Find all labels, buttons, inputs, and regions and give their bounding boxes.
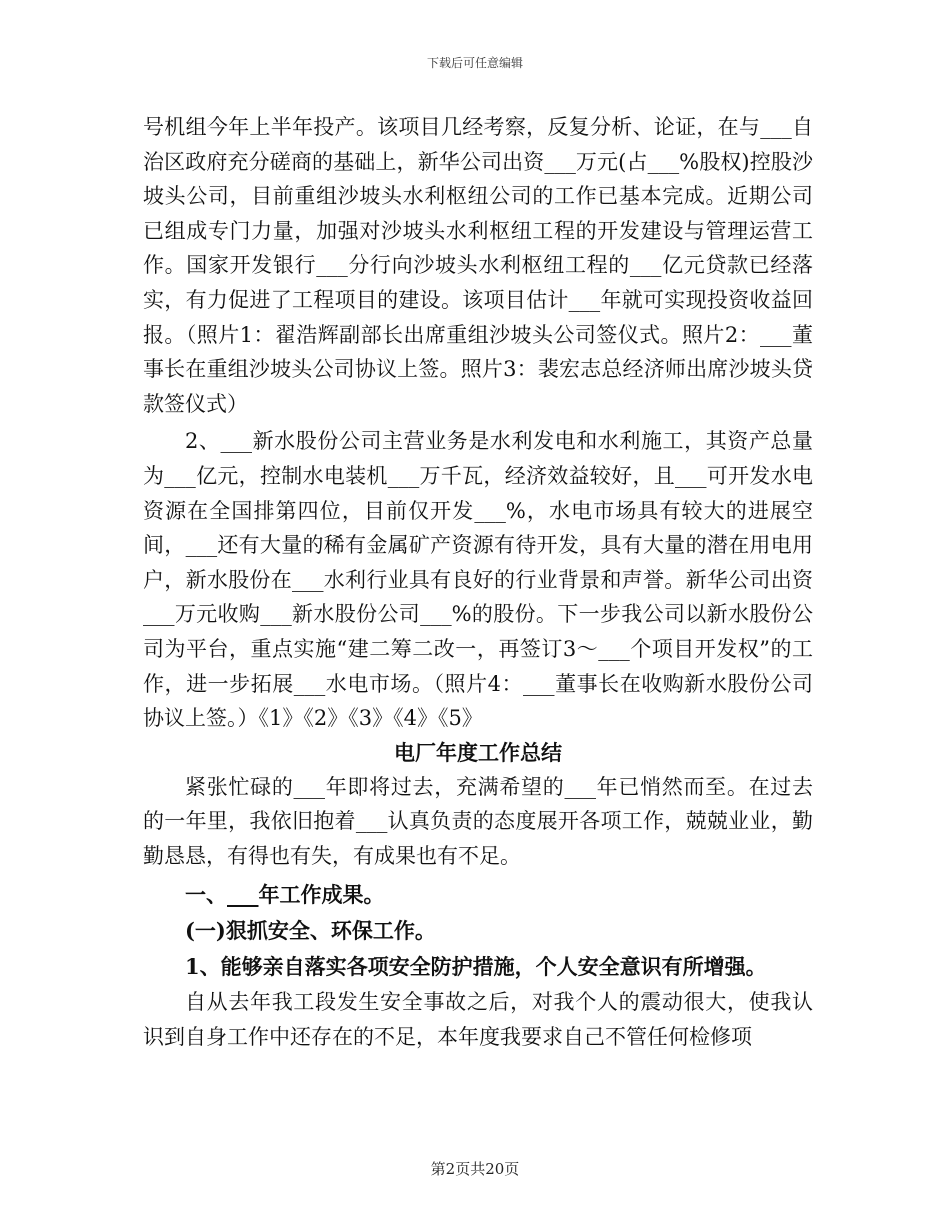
paragraph-xinshui-company: 2、___新水股份公司主营业务是水利发电和水利施工，其资产总量为___亿元，控制水电装机___万千瓦，经济效益较好，且___可开发水电资源在全国排第四位，目前仅开发___%，水电市场具有较大的进展空间，___还有大量的稀有金属矿产资源有待开发，具有大量的潜在用电用户，新水股份在___水利行业具有良好的行业背景和声誉。新华公司出资___万元收购___新水股份公司___%的股份。下一步我公司以新水股份公司为平台，重点实施“建二筹二改一，再签订3～___个项目开发权”的工作，进一步拓展___水电市场。（照片4：___董事长在收购新水股份公司协议上签。）《1》《2》《3》《4》《5》 — [143, 429, 813, 731]
document-body — [143, 110, 813, 1055]
paragraph-intro: 紧张忙碌的___年即将过去，充满希望的___年已悄然而至。在过去的一年里，我依旧抱着___认真负责的态度展开各项工作，兢兢业业，勤勤恳恳，有得也有失，有成果也有不足。 — [143, 774, 813, 868]
heading-safety-measures: 1、能够亲自落实各项安全防护措施，个人安全意识有所增强。 — [185, 954, 767, 980]
heading-safety-environment: (一)狠抓安全、环保工作。 — [185, 918, 436, 944]
paragraph-safety-reflection: 自从去年我工段发生安全事故之后，对我个人的震动很大，使我认识到自身工作中还存在的不足，本年度我要求自己不管任何检修项 — [143, 990, 813, 1050]
page-number: 第2页共20页 — [430, 1160, 520, 1178]
header-note: 下载后可任意编辑 — [426, 56, 523, 70]
paragraph-shapotou-project: 号机组今年上半年投产。该项目几经考察，反复分析、论证，在与___自治区政府充分磋商的基础上，新华公司出资___万元(占___%股权)控股沙坡头公司，目前重组沙坡头水利枢纽公司的工作已基本完成。近期公司已组成专门力量，加强对沙坡头水利枢纽工程的开发建设与管理运营工作。国家开发银行___分行向沙坡头水利枢纽工程的___亿元贷款已经落实，有力促进了工程项目的建设。该项目估计___年就可实现投资收益回报。（照片1：翟浩辉副部长出席重组沙坡头公司签仪式。照片2：___董事长在重组沙坡头公司协议上签。照片3：裴宏志总经济师出席沙坡头贷款签仪式） — [143, 115, 813, 416]
section-title: 电厂年度工作总结 — [394, 739, 562, 765]
heading-achievements: 一、___年工作成果。 — [185, 882, 385, 908]
